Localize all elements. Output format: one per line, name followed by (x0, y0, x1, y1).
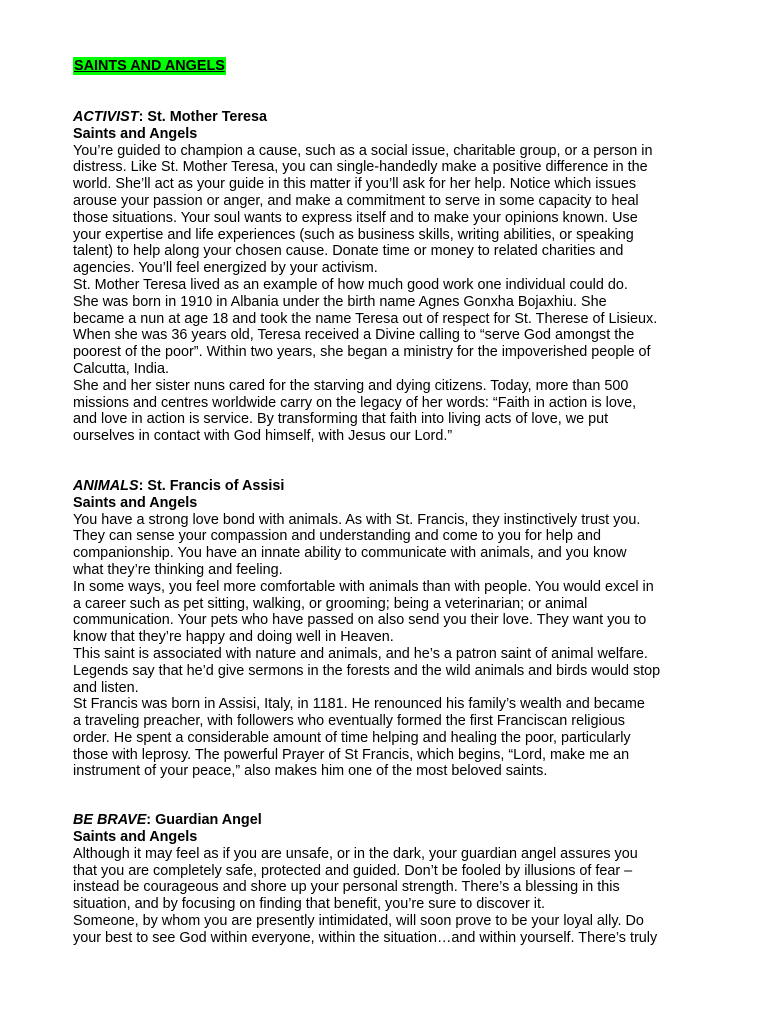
text-line: those with leprosy. The powerful Prayer of St Francis, which begins, “Lord, make me an (73, 746, 630, 763)
text-line: She was born in 1910 in Albania under the birth name Agnes Gonxha Bojaxhiu. She (73, 293, 607, 310)
text-line: talent) to help along your chosen cause. Donate time or money to related charities and (73, 243, 624, 260)
text-line: instead be courageous and shore up your personal strength. There’s a blessing in this (73, 879, 620, 896)
text-line: world. She’ll act as your guide in this matter if you’ll ask for her help. Notice which issues (73, 176, 637, 193)
document-title: SAINTS AND ANGELS (74, 58, 225, 74)
paragraph (73, 646, 713, 696)
section-keyword: BE BRAVE (73, 812, 147, 829)
text-line: your expertise and life experiences (such as business skills, writing abilities, or speaking (73, 226, 634, 243)
paragraph (73, 277, 713, 378)
text-line: a traveling preacher, with followers who eventually formed the first Franciscan religious (73, 713, 625, 730)
text-line: St. Mother Teresa lived as an example of how much good work one individual could do. (73, 276, 628, 293)
section-keyword: ACTIVIST (73, 109, 139, 125)
paragraph (73, 846, 713, 913)
text-line: and listen. (73, 679, 139, 696)
text-line: ourselves in contact with God himself, with Jesus our Lord.” (73, 428, 453, 445)
text-line: She and her sister nuns cared for the starving and dying citizens. Today, more than 500 (73, 377, 629, 394)
text-line: poorest of the poor”. Within two years, she began a ministry for the impoverished people of (73, 344, 651, 361)
text-line: Calcutta, India. (73, 360, 169, 377)
text-line: know that they’re happy and doing well in Heaven. (73, 629, 394, 646)
text-line: This saint is associated with nature and animals, and he’s a patron saint of animal welfare. (73, 645, 648, 662)
section-saint: Guardian Angel (155, 812, 262, 829)
section-separator: : (138, 109, 148, 125)
text-line: St Francis was born in Assisi, Italy, in 1181. He renounced his family’s wealth and became (73, 696, 645, 713)
text-line: You have a strong love bond with animals. As with St. Francis, they instinctively trust you. (73, 511, 641, 528)
text-line: distress. Like St. Mother Teresa, you can single-handedly make a positive difference in the (73, 159, 648, 176)
paragraph (73, 512, 713, 579)
text-line: those situations. Your soul wants to express itself and to make your opinions known. Use (73, 209, 638, 226)
section-heading (73, 109, 713, 126)
section-be-brave (73, 812, 713, 946)
text-line: They can sense your compassion and understanding and come to you for help and (73, 528, 601, 545)
text-line: In some ways, you feel more comfortable with animals than with people. You would excel in (73, 578, 654, 595)
text-line: Someone, by whom you are presently intimidated, will soon prove to be your loyal ally. Do (73, 913, 644, 930)
section-animals (73, 478, 713, 780)
text-line: what they’re thinking and feeling. (73, 561, 283, 578)
paragraph (73, 143, 713, 277)
section-heading (73, 478, 713, 495)
text-line: order. He spent a considerable amount of time helping and healing the poor, particularly (73, 729, 631, 746)
text-line: and love in action is service. By transforming that faith into living acts of love, we put (73, 411, 609, 428)
section-separator: : (138, 477, 148, 494)
text-line: Legends say that he’d give sermons in the forests and the wild animals and birds would stop (73, 662, 661, 679)
paragraph (73, 378, 713, 445)
section-activist (73, 109, 713, 445)
text-line: companionship. You have an innate ability to communicate with animals, and you know (73, 545, 627, 562)
text-line: became a nun at age 18 and took the name Teresa out of respect for St. Therese of Lisieux. (73, 310, 658, 327)
text-line: a career such as pet sitting, walking, or grooming; being a veterinarian; or animal (73, 595, 588, 612)
text-line: that you are completely safe, protected and guided. Don’t be fooled by illusions of fear – (73, 862, 633, 879)
text-line: missions and centres worldwide carry on the legacy of her words: “Faith in action is love, (73, 394, 637, 411)
paragraph (73, 579, 713, 646)
section-subtitle: Saints and Angels (73, 829, 198, 846)
text-line: You’re guided to champion a cause, such as a social issue, charitable group, or a person in (73, 142, 653, 159)
section-separator: : (146, 812, 156, 829)
document-page (73, 57, 713, 947)
section-subtitle: Saints and Angels (73, 125, 198, 142)
paragraph (73, 913, 713, 947)
text-line: your best to see God within everyone, within the situation…and within yourself. There’s truly (73, 929, 658, 946)
paragraph (73, 696, 713, 780)
section-keyword: ANIMALS (73, 477, 139, 494)
text-line: agencies. You’ll feel energized by your activism. (73, 260, 378, 277)
text-line: communication. Your pets who have passed on also send you their love. They want you to (73, 612, 647, 629)
text-line: When she was 36 years old, Teresa received a Divine calling to “serve God amongst the (73, 327, 635, 344)
text-line: situation, and by focusing on finding that benefit, you’re sure to discover it. (73, 896, 545, 913)
text-line: arouse your passion or anger, and make a commitment to serve in some capacity to heal (73, 192, 639, 209)
section-saint: St. Francis of Assisi (147, 477, 285, 494)
section-heading (73, 812, 713, 829)
text-line: instrument of your peace,” also makes him one of the most beloved saints. (73, 763, 548, 780)
section-subtitle: Saints and Angels (73, 494, 198, 511)
text-line: Although it may feel as if you are unsafe, or in the dark, your guardian angel assures you (73, 845, 638, 862)
section-saint: St. Mother Teresa (147, 109, 268, 125)
